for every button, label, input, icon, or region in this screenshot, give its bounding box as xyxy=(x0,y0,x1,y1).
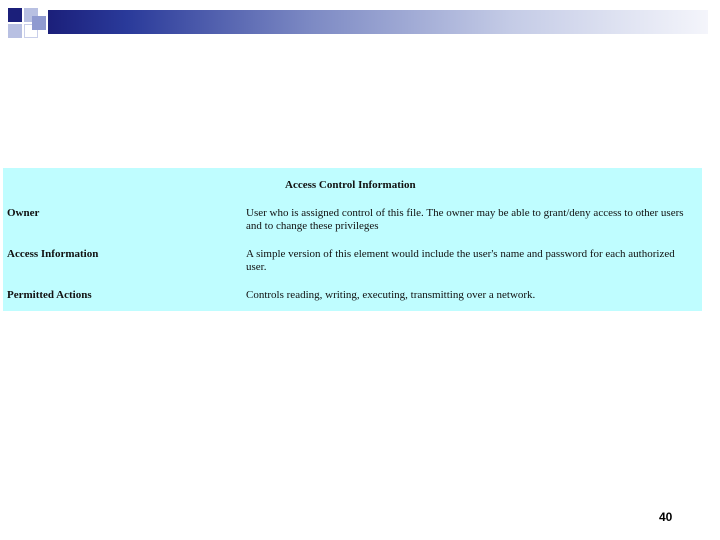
deco-square xyxy=(8,24,22,38)
table-title: Access Control Information xyxy=(285,179,416,191)
header-gradient-band xyxy=(48,10,708,34)
row-label-owner: Owner xyxy=(7,207,40,219)
deco-square xyxy=(8,8,22,22)
row-description-access-information: A simple version of this element would include the user's name and password for each authorized user. xyxy=(246,248,675,273)
page-number: 40 xyxy=(659,510,673,524)
row-label-access-information: Access Information xyxy=(7,248,99,260)
deco-square xyxy=(32,16,46,30)
row-description-owner: User who is assigned control of this file. The owner may be able to grant/deny access to other users and to change these privileges xyxy=(246,207,684,232)
row-description-permitted-actions: Controls reading, writing, executing, transmitting over a network. xyxy=(246,289,536,301)
row-label-permitted-actions: Permitted Actions xyxy=(7,289,92,301)
access-control-table xyxy=(3,168,702,311)
